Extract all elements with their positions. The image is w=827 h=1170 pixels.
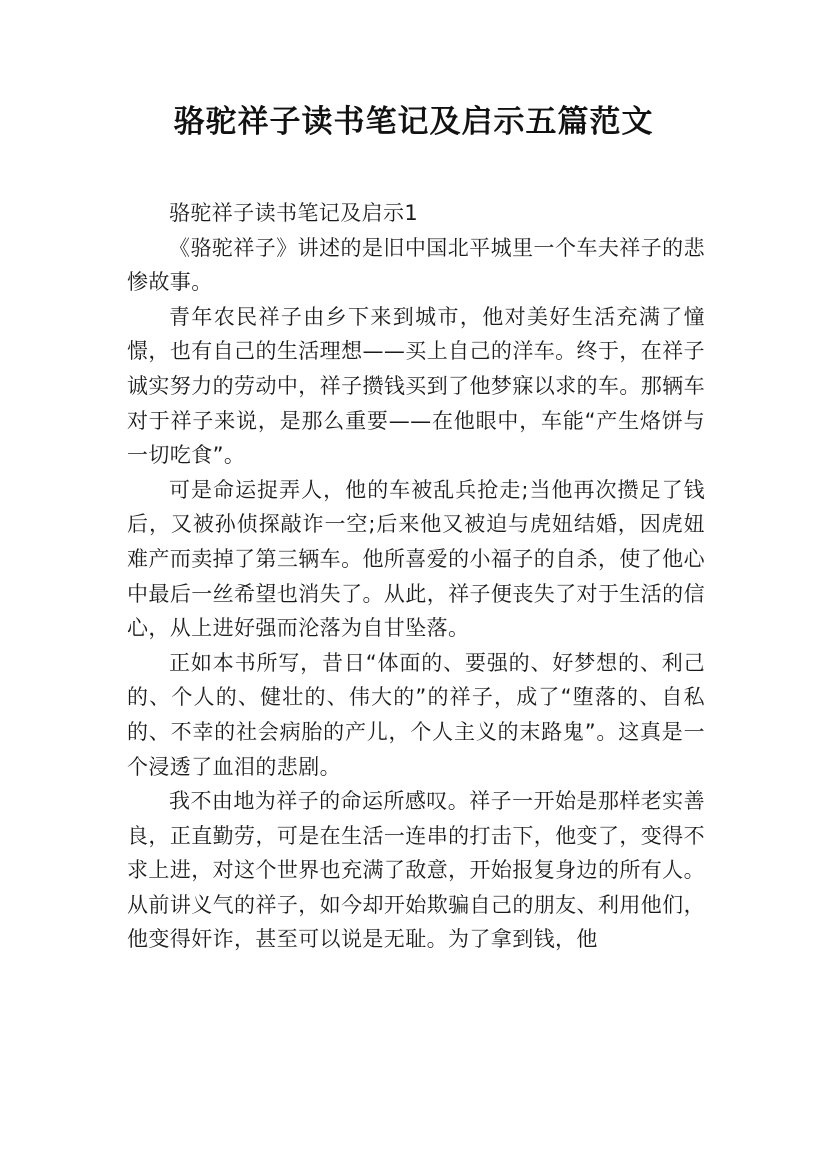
paragraph-5: 我不由地为祥子的命运所感叹。祥子一开始是那样老实善良，正直勤劳，可是在生活一连串的打击下，他变了，变得不求上进，对这个世界也充满了敌意，开始报复身边的所有人。从前讲义气的祥子，如今却开始欺骗自己的朋友、利用他们，他变得奸诈，甚至可以说是无耻。为了拿到钱，他 (127, 789, 705, 952)
paragraph-2: 青年农民祥子由乡下来到城市，他对美好生活充满了憧憬，也有自己的生活理想——买上自己的洋车。终于，在祥子诚实努力的劳动中，祥子攒钱买到了他梦寐以求的车。那辆车对于祥子来说，是那么重要——在他眼中，车能“产生烙饼与一切吃食”。 (127, 304, 705, 468)
section-heading: 骆驼祥子读书笔记及启示1 (169, 201, 419, 225)
paragraph-4: 正如本书所写，昔日“体面的、要强的、好梦想的、利己的、个人的、健壮的、伟大的”的祥子，成了“堕落的、自私的、不幸的社会病胎的产儿，个人主义的末路鬼”。这真是一个浸透了血泪的悲剧。 (127, 650, 705, 779)
paragraph-1: 《骆驼祥子》讲述的是旧中国北平城里一个车夫祥子的悲惨故事。 (127, 235, 705, 295)
paragraph-3: 可是命运捉弄人，他的车被乱兵抢走;当他再次攒足了钱后，又被孙侦探敲诈一空;后来他又被迫与虎妞结婚，因虎妞难产而卖掉了第三辆车。他所喜爱的小福子的自杀，使了他心中最后一丝希望也消失了。从此，祥子便丧失了对于生活的信心，从上进好强而沦落为自甘坠落。 (127, 477, 705, 641)
document-body (127, 196, 705, 957)
document-title: 骆驼祥子读书笔记及启示五篇范文 (173, 104, 654, 140)
